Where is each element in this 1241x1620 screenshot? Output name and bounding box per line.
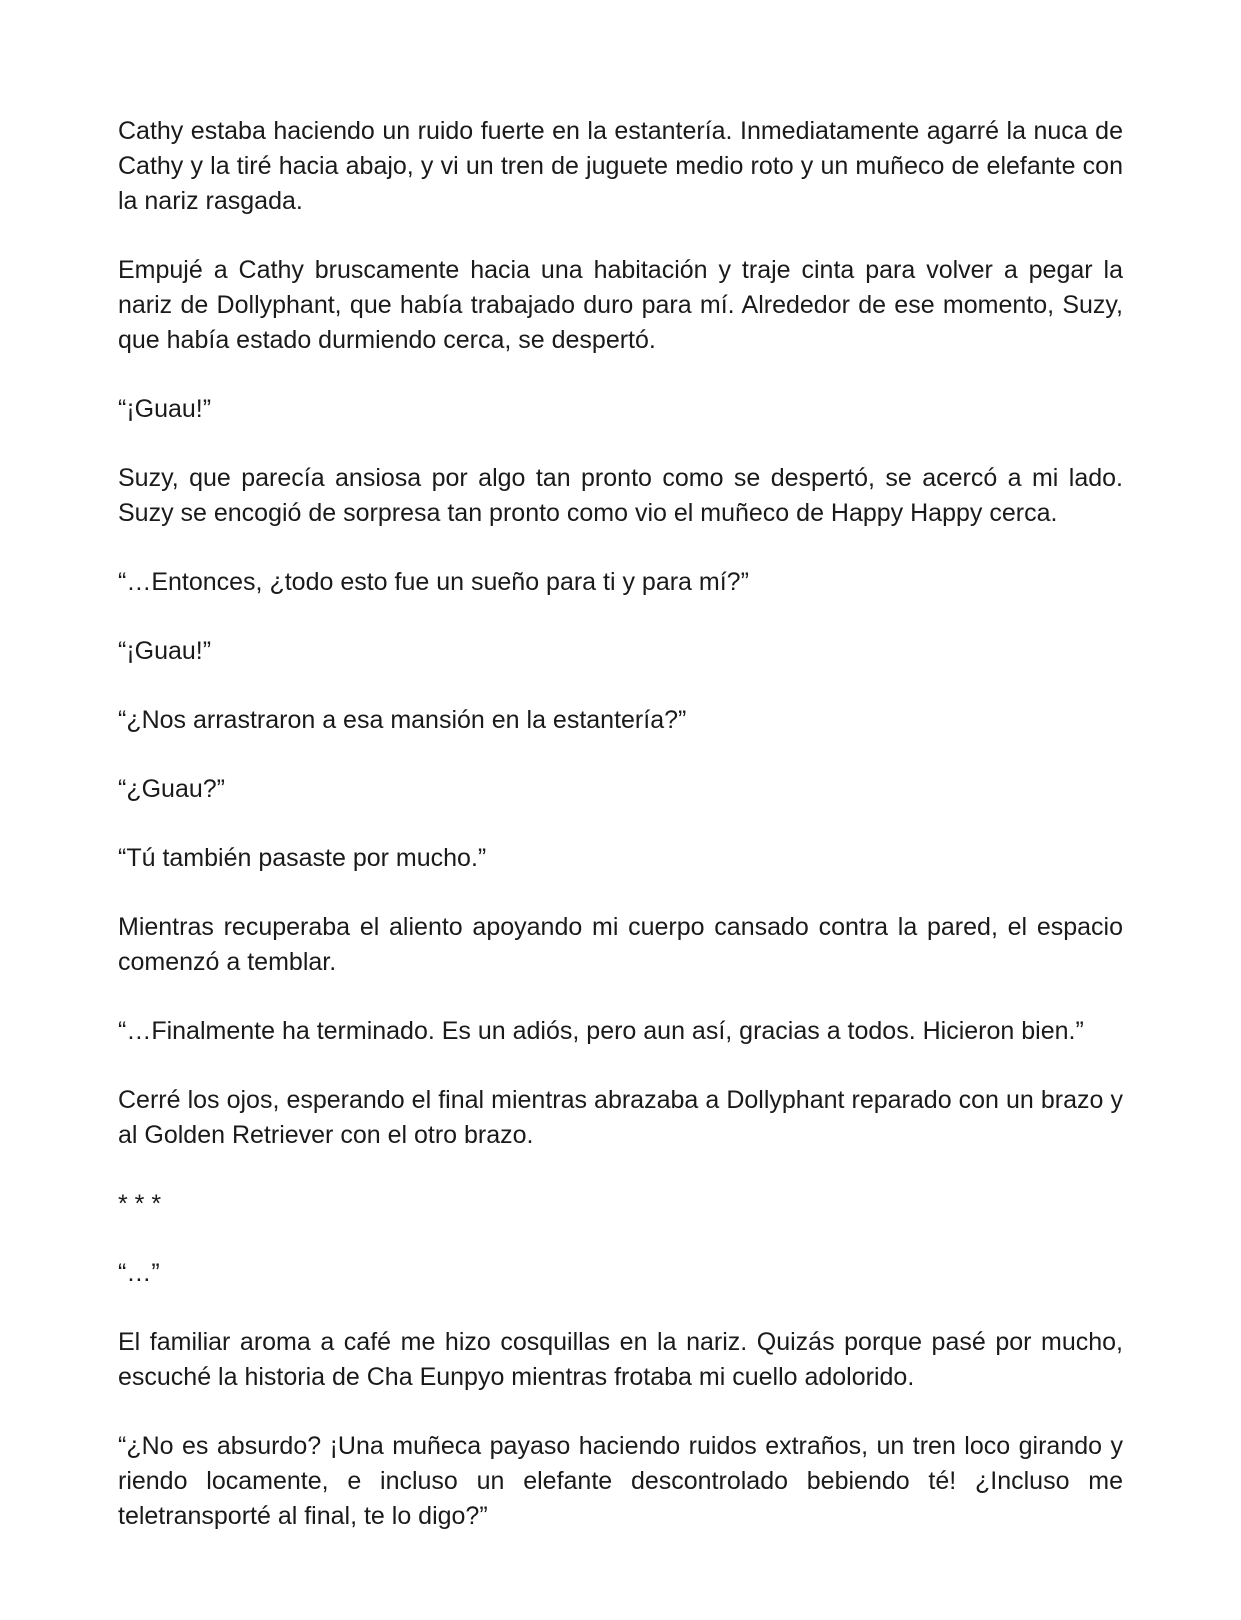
paragraph: “…Entonces, ¿todo esto fue un sueño para ti y para mí?” bbox=[118, 568, 749, 596]
paragraph: Empujé a Cathy bruscamente hacia una habitación y traje cinta para volver a pegar la nariz de Dollyphant, que había trabajado duro para mí. Alrededor de ese momento, Suzy, que había estado durmiendo cerca, se despertó. bbox=[118, 256, 1123, 354]
paragraph: “¡Guau!” bbox=[118, 395, 212, 423]
paragraph: “¿Guau?” bbox=[118, 775, 225, 803]
document-page bbox=[118, 114, 1123, 1568]
paragraph: Cerré los ojos, esperando el final mientras abrazaba a Dollyphant reparado con un brazo y al Golden Retriever con el otro brazo. bbox=[118, 1086, 1123, 1149]
scene-break: * * * bbox=[118, 1190, 162, 1218]
paragraph: “¡Guau!” bbox=[118, 637, 212, 665]
paragraph: “Tú también pasaste por mucho.” bbox=[118, 844, 487, 872]
paragraph: “¿No es absurdo? ¡Una muñeca payaso haciendo ruidos extraños, un tren loco girando y riendo locamente, e incluso un elefante descontrolado bebiendo té! ¿Incluso me teletransporté al final, te lo digo?” bbox=[118, 1432, 1123, 1530]
paragraph: “…” bbox=[118, 1259, 160, 1287]
paragraph: Suzy, que parecía ansiosa por algo tan pronto como se despertó, se acercó a mi lado. Suzy se encogió de sorpresa tan pronto como vio el muñeco de Happy Happy cerca. bbox=[118, 464, 1123, 527]
paragraph: Cathy estaba haciendo un ruido fuerte en la estantería. Inmediatamente agarré la nuca de Cathy y la tiré hacia abajo, y vi un tren de juguete medio roto y un muñeco de elefante con la nariz rasgada. bbox=[118, 117, 1123, 215]
paragraph: El familiar aroma a café me hizo cosquillas en la nariz. Quizás porque pasé por mucho, escuché la historia de Cha Eunpyo mientras frotaba mi cuello adolorido. bbox=[118, 1328, 1123, 1391]
paragraph: “¿Nos arrastraron a esa mansión en la estantería?” bbox=[118, 706, 687, 734]
paragraph: Mientras recuperaba el aliento apoyando mi cuerpo cansado contra la pared, el espacio comenzó a temblar. bbox=[118, 913, 1123, 976]
paragraph: “…Finalmente ha terminado. Es un adiós, pero aun así, gracias a todos. Hicieron bien.” bbox=[118, 1017, 1084, 1045]
